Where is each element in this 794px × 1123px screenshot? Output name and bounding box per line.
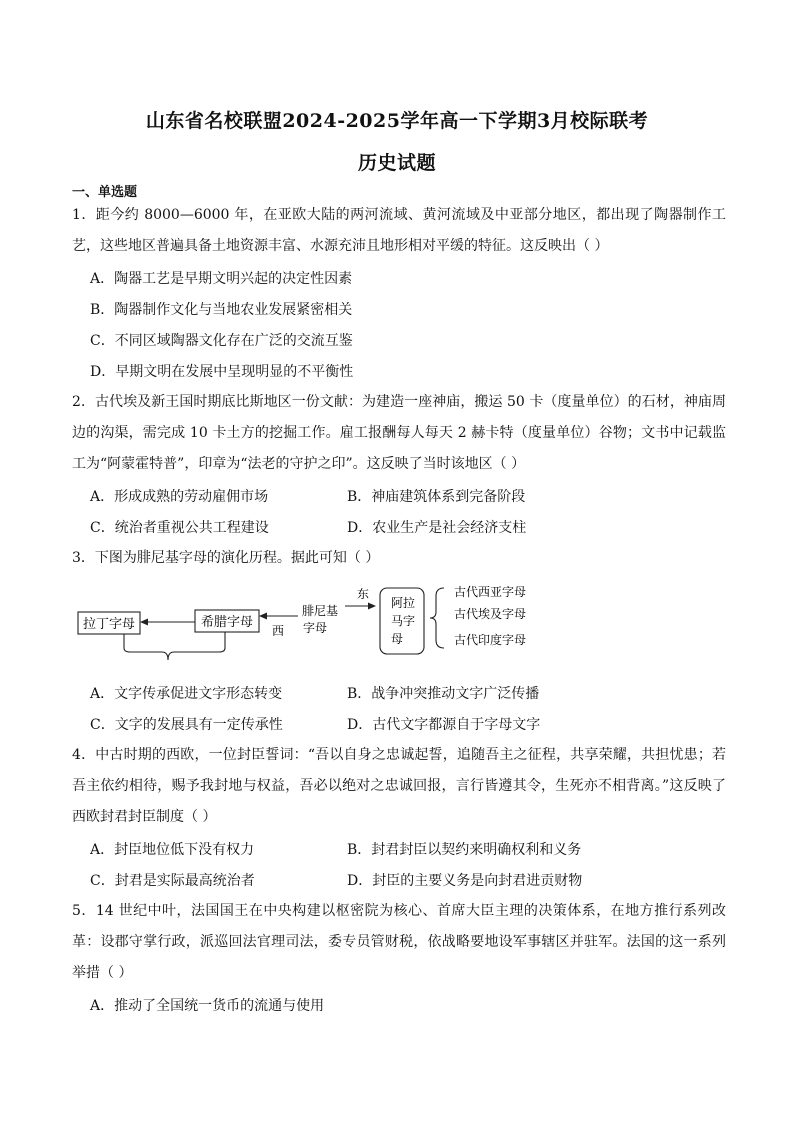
question-4-option-b: B．封君封臣以契约来明确权利和义务	[347, 842, 582, 858]
question-3-option-c: C．文字的发展具有一定传承性	[90, 717, 283, 733]
aramaic-label-line2: 马字	[390, 614, 416, 628]
aramaic-label-line1: 阿拉	[390, 596, 416, 610]
east-label: 东	[356, 587, 370, 601]
question-4-option-c: C．封君是实际最高统治者	[90, 873, 255, 889]
greek-label: 希腊字母	[200, 615, 254, 630]
bottom-bracket	[124, 632, 225, 660]
question-2-option-c: C．统治者重视公共工程建设	[90, 520, 269, 536]
ancient-west-asia-label: 古代西亚字母	[454, 585, 527, 599]
arrowhead-greek	[259, 613, 267, 620]
exam-subtitle: 历史试题	[357, 152, 436, 174]
question-3-option-d: D．古代文字都源自于字母文字	[347, 717, 541, 733]
ancient-egypt-label: 古代埃及字母	[454, 607, 527, 621]
question-1-option-d: D．早期文明在发展中呈现明显的不平衡性	[90, 364, 354, 380]
question-2-option-a: A．形成成熟的劳动雇佣市场	[90, 489, 269, 505]
question-1-stem: 1．距今约 8000—6000 年，在亚欧大陆的两河流域、黄河流域及中亚部分地区，都出现了陶器制作工艺，这些地区普遍具备土地资源丰富、水源充沛且地形相对平缓的特征。这反映出（ ）	[72, 207, 726, 254]
question-3-option-a: A．文字传承促进文字形态转变	[90, 686, 283, 702]
latin-label: 拉丁字母	[82, 617, 136, 632]
phoenician-label-line2: 字母	[302, 621, 328, 635]
question-3-option-b: B．战争冲突推动文字广泛传播	[347, 686, 540, 702]
question-1-option-a: A．陶器工艺是早期文明兴起的决定性因素	[90, 271, 353, 287]
phoenician-label-line1: 腓尼基	[301, 604, 339, 618]
question-5-option-a: A．推动了全国统一货币的流通与使用	[90, 998, 325, 1014]
question-4-stem: 4．中古时期的西欧，一位封臣誓词：“吾以自身之忠诚起誓，追随吾主之征程，共享荣耀，共担忧患；若吾主依约相待，赐予我封地与权益，吾必以绝对之忠诚回报，言行皆遵其令，生死亦不相背离。”这反映了西欧封君封臣制度（ ）	[72, 747, 726, 825]
question-2-stem: 2．古代埃及新王国时期底比斯地区一份文献：为建造一座神庙，搬运 50 卡（度量单位）的石材，神庙周边的沟渠，需完成 10 卡土方的挖掘工作。雇工报酬每人每天 2 赫卡特（度量单位）谷物；文书中记载监工为“阿蒙霍特普”，印章为“法老的守护之印”。这反映了当时该地区（ ）	[72, 394, 726, 472]
question-3-stem: 3．下图为腓尼基字母的演化历程。据此可知（ ）	[72, 550, 380, 566]
question-4-option-d: D．封臣的主要义务是向封君进贡财物	[347, 873, 583, 889]
alphabet-evolution-diagram	[72, 580, 572, 680]
question-5-stem: 5．14 世纪中叶，法国国王在中央构建以枢密院为核心、首席大臣主理的决策体系，在地方推行系列改革：设郡守掌行政，派巡回法官理司法，委专员管财税，依战略要地设军事辖区并驻军。法国的这一系列举措（ ）	[72, 903, 726, 981]
question-2-option-d: D．农业生产是社会经济支柱	[347, 520, 527, 536]
west-label: 西	[271, 624, 285, 638]
arrowhead-aramaic	[368, 603, 376, 610]
question-1-option-b: B．陶器制作文化与当地农业发展紧密相关	[90, 302, 353, 318]
section-heading: 一、单选题	[72, 185, 138, 200]
arrowhead-latin	[140, 619, 148, 626]
exam-title: 山东省名校联盟2024-2025学年高一下学期3月校际联考	[145, 110, 649, 132]
aramaic-label-line3: 母	[390, 632, 404, 646]
question-2-option-b: B．神庙建筑体系到完备阶段	[347, 489, 526, 505]
ancient-india-label: 古代印度字母	[454, 633, 527, 647]
right-brace	[430, 588, 444, 648]
question-1-option-c: C．不同区域陶器文化存在广泛的交流互鉴	[90, 333, 353, 349]
question-4-option-a: A．封臣地位低下没有权力	[90, 842, 255, 858]
